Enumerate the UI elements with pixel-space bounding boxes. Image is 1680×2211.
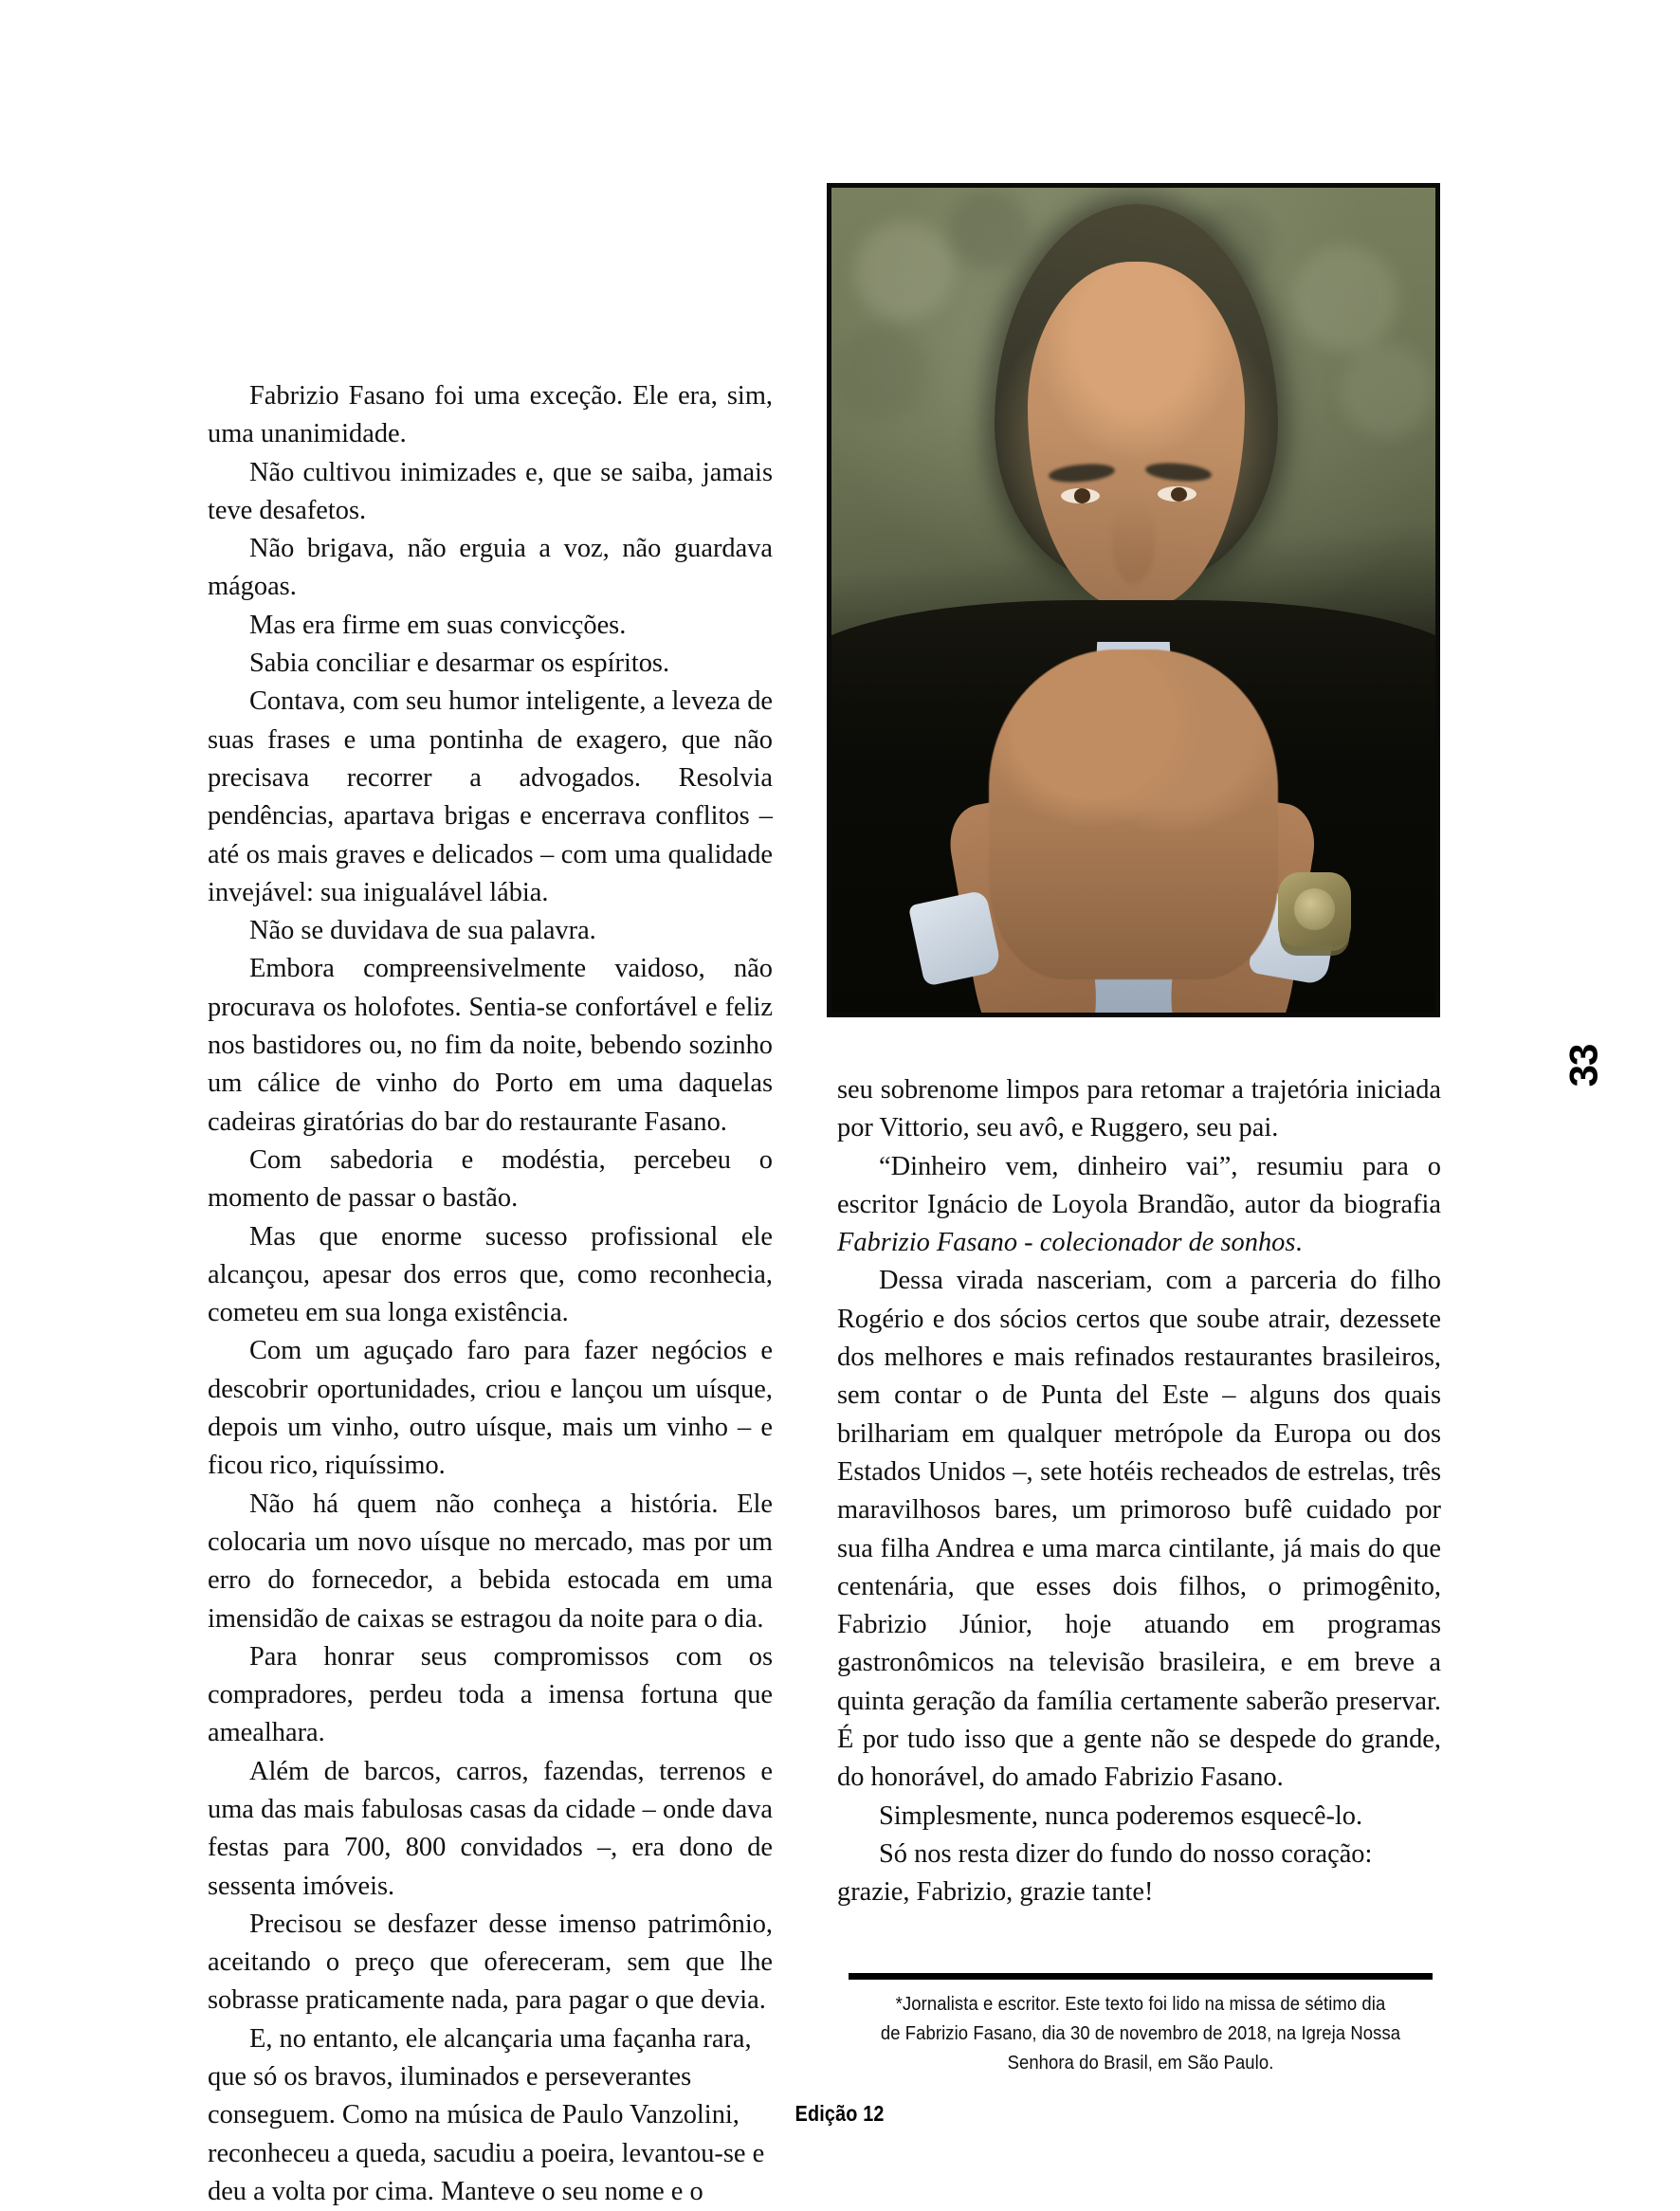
paragraph: Precisou se desfazer desse imenso patrimônio, aceitando o preço que ofereceram, sem que lhe sobrasse praticamente nada, para pagar o que devia.	[208, 1909, 773, 2016]
footnote-line: Senhora do Brasil, em São Paulo.	[1007, 2052, 1274, 2074]
paragraph: Contava, com seu humor inteligente, a leveza de suas frases e uma pontinha de exagero, que não precisava recorrer a advogados. Resolvia pendências, apartava brigas e encerrava conflitos – até os mais graves e delicados – com uma qualidade invejável: sua inigualável lábia.	[208, 686, 773, 907]
paragraph: Com um aguçado faro para fazer negócios e descobrir oportunidades, criou e lançou um uísque, depois um vinho, outro uísque, mais um vinho – e ficou rico, riquíssimo.	[208, 1336, 773, 1481]
paragraph: Não há quem não conheça a história. Ele colocaria um novo uísque no mercado, mas por um erro do fornecedor, a bebida estocada em uma imensidão de caixas se estragou da noite para o dia.	[208, 1489, 773, 1634]
footnote	[865, 1989, 1415, 2077]
edition-label: Edição 12	[795, 2101, 885, 2126]
page-number: 33	[1561, 1044, 1606, 1087]
book-title-period: .	[1295, 1228, 1303, 1258]
paragraph-continued: seu sobrenome limpos para retomar a trajetória iniciada por Vittorio, seu avô, e Ruggero, seu pai.	[837, 1075, 1441, 1143]
paragraph: Não brigava, não erguia a voz, não guardava mágoas.	[208, 534, 773, 602]
paragraph: Não se duvidava de sua palavra.	[249, 916, 596, 946]
footnote-line: de Fabrizio Fasano, dia 30 de novembro de 2018, na Igreja Nossa	[880, 2022, 1401, 2044]
article-column-right	[837, 1071, 1441, 1912]
paragraph: Simplesmente, nunca poderemos esquecê-lo.	[879, 1800, 1363, 1831]
wristwatch-icon	[1278, 872, 1350, 946]
portrait-photo	[827, 183, 1440, 1017]
paragraph: E, no entanto, ele alcançaria uma façanha rara, que só os bravos, iluminados e perseverantes conseguem. Como na música de Paulo Vanzolini, reconheceu a queda, sacudiu a poeira, levantou-se e deu a volta por cima. Manteve o seu nome e o	[208, 2023, 765, 2206]
paragraph: Além de barcos, carros, fazendas, terrenos e uma das mais fabulosas casas da cidade – onde dava festas para 700, 800 convidados –, era dono de sessenta imóveis.	[208, 1756, 773, 1901]
portrait-image	[831, 188, 1435, 1013]
paragraph: Sabia conciliar e desarmar os espíritos.	[249, 649, 670, 679]
subject-eye-left	[1061, 488, 1100, 504]
paragraph: Dessa virada nasceriam, com a parceria do filho Rogério e dos sócios certos que soube atrair, dezessete dos melhores e mais refinados restaurantes brasileiros, sem contar o de Punta del Este – alguns dos quais brilhariam em qualquer metrópole da Europa ou dos Estados Unidos –, sete hotéis recheados de estrelas, três maravilhosos bares, um primoroso bufê cuidado por sua filha Andrea e uma marca cintilante, já mais do que centenária, que esses dois filhos, o primogênito, Fabrizio Júnior, hoje atuando em programas gastronômicos na televisão brasileira, e em breve a quinta geração da família certamente saberão preservar. É por tudo isso que a gente não se despede do grande, do honorável, do amado Fabrizio Fasano.	[837, 1266, 1441, 1793]
paragraph: Mas era firme em suas convicções.	[249, 610, 627, 640]
paragraph: Não cultivou inimizades e, que se saiba, jamais teve desafetos.	[208, 457, 773, 525]
article-column-left	[208, 377, 773, 2211]
book-title: Fabrizio Fasano - colecionador de sonhos	[837, 1228, 1296, 1258]
subject-cuff-left	[908, 890, 1002, 987]
paragraph-text: “Dinheiro vem, dinheiro vai”, resumiu para o escritor Ignácio de Loyola Brandão, autor da biografia	[837, 1151, 1441, 1219]
paragraph-with-book-title	[837, 1148, 1441, 1263]
paragraph: Para honrar seus compromissos com os compradores, perdeu toda a imensa fortuna que amealhara.	[208, 1641, 773, 1748]
paragraph: Embora compreensivelmente vaidoso, não procurava os holofotes. Sentia-se confortável e feliz nos bastidores ou, no fim da noite, bebendo sozinho um cálice de vinho do Porto em uma daquelas cadeiras giratórias do bar do restaurante Fasano.	[208, 954, 773, 1137]
paragraph: Com sabedoria e modéstia, percebeu o momento de passar o bastão.	[208, 1144, 773, 1214]
subject-nose	[1112, 502, 1155, 584]
paragraph: Só nos resta dizer do fundo do nosso coração: grazie, Fabrizio, grazie tante!	[837, 1838, 1373, 1908]
page-footer	[0, 2101, 1680, 2127]
footnote-line: *Jornalista e escritor. Este texto foi lido na missa de sétimo dia	[895, 1993, 1386, 2015]
footnote-divider	[849, 1973, 1433, 1980]
paragraph: Mas que enorme sucesso profissional ele alcançou, apesar dos erros que, como reconhecia, cometeu em sua longa existência.	[208, 1221, 773, 1328]
paragraph: Fabrizio Fasano foi uma exceção. Ele era, sim, uma unanimidade.	[208, 381, 773, 449]
subject-clasped-hands	[989, 649, 1279, 979]
